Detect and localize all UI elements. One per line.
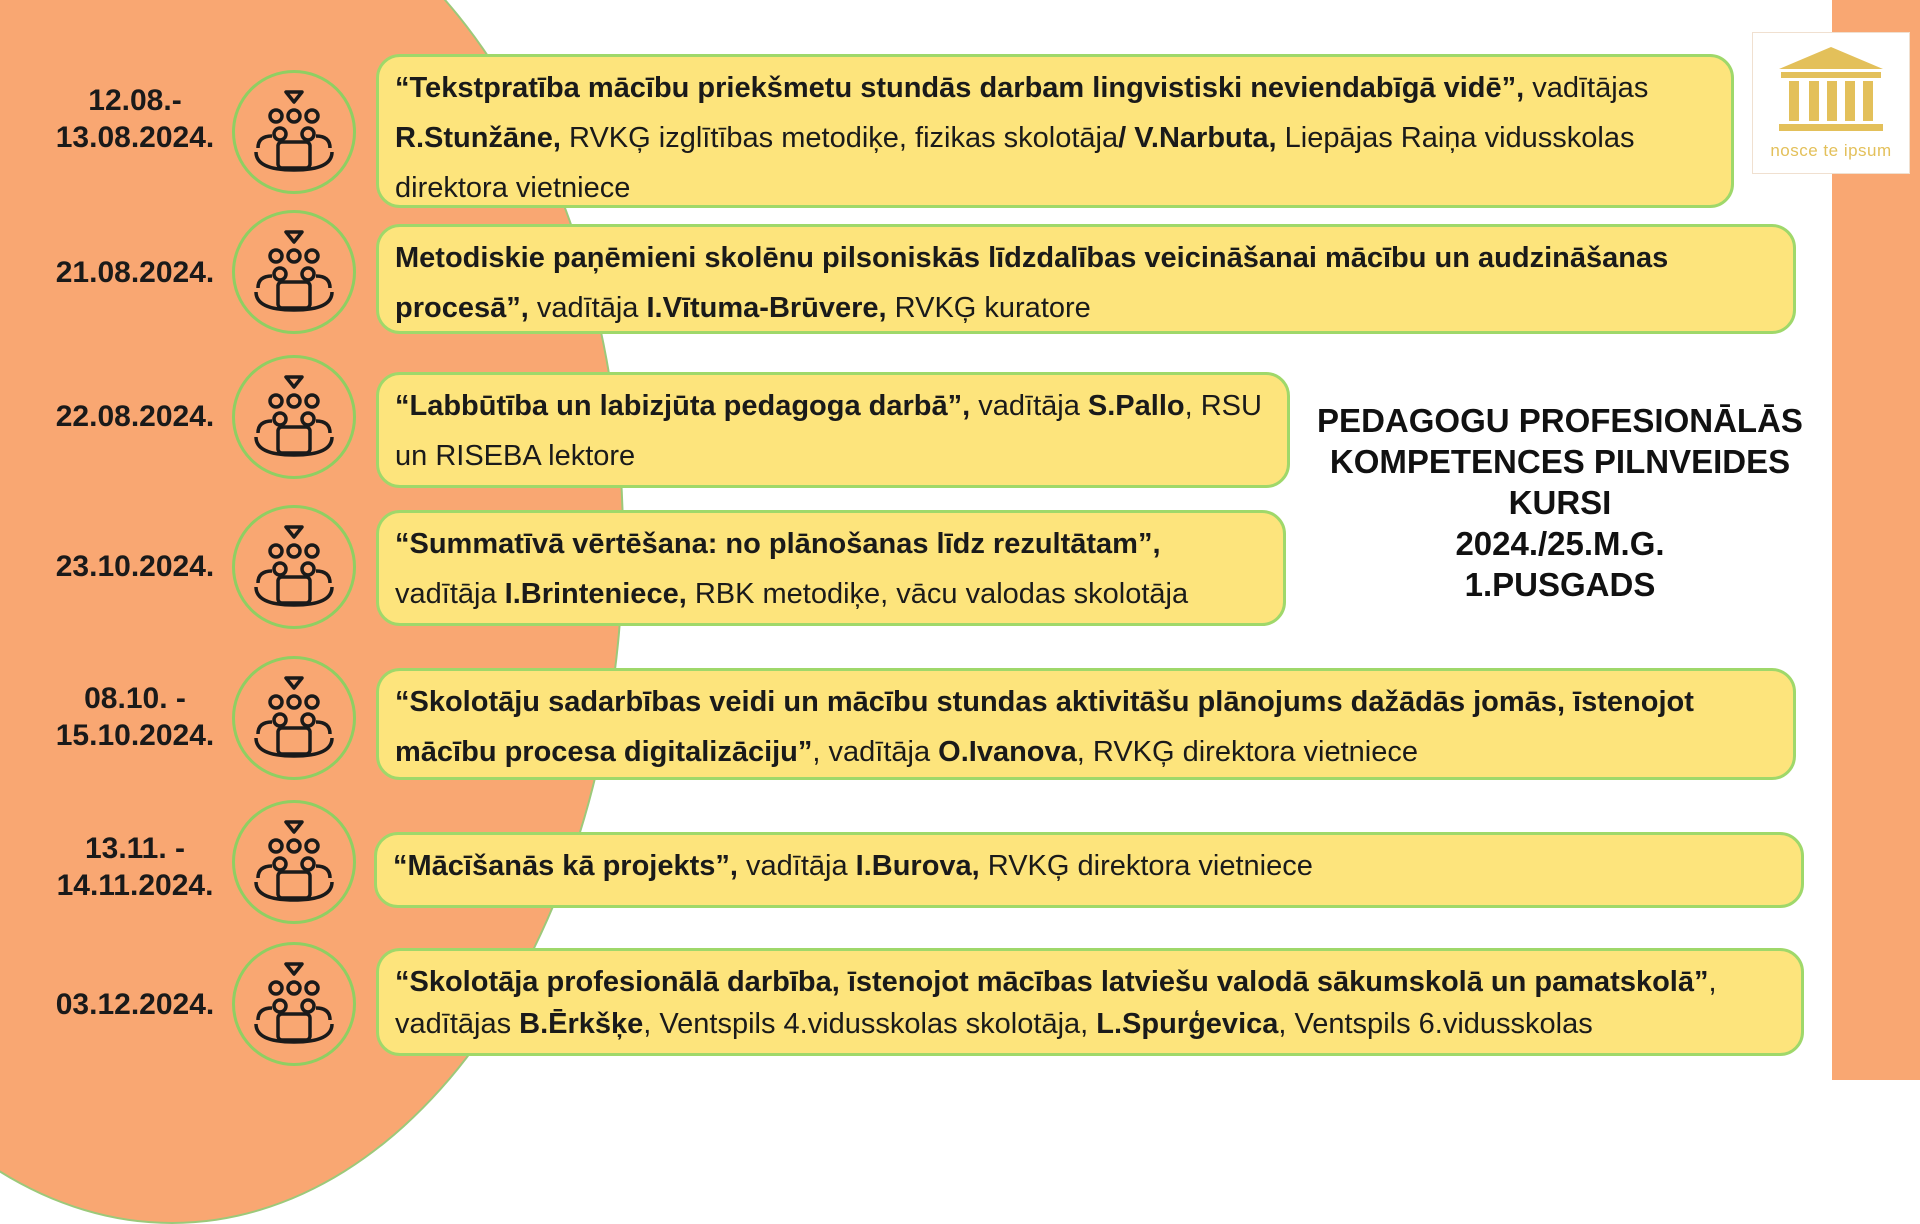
people-svg — [252, 228, 336, 316]
course-text: , vadītāja — [812, 736, 939, 768]
date-line: 23.10.2024. — [55, 550, 215, 583]
course-text-bold: I.Brinteniece, — [504, 578, 687, 610]
course-text: , Ventspils 6.vidusskolas — [1278, 1008, 1593, 1040]
course-card — [376, 372, 1290, 488]
date-line: 21.08.2024. — [55, 256, 215, 289]
course-text: Liepājas Raiņa vidusskolas direktora vietniece — [395, 122, 1635, 204]
course-text-bold: L.Spurģevica — [1096, 1008, 1279, 1040]
date-line: 13.11. - — [84, 832, 186, 865]
group-people-icon — [232, 505, 356, 629]
course-text: , vadītājas — [395, 966, 1717, 1040]
course-text-bold: “Summatīvā vērtēšana: no plānošanas līdz rezultātam”, — [395, 528, 1161, 560]
course-text: RBK metodiķe, vācu valodas skolotāja — [686, 578, 1189, 610]
title-line: 1.PUSGADS — [1464, 566, 1656, 603]
course-text: vadītāja — [737, 850, 856, 882]
date-line: 08.10. - — [84, 682, 186, 715]
group-people-icon — [232, 355, 356, 479]
course-date — [30, 986, 240, 1023]
course-text: vadītāja — [970, 390, 1088, 422]
course-text: , RSU un RISEBA lektore — [395, 390, 1262, 472]
course-text: RVKĢ izglītības metodiķe, fizikas skolotāja — [560, 122, 1119, 154]
logo-motto: nosce te ipsum — [1770, 141, 1892, 160]
date-line: 12.08.- — [88, 84, 182, 117]
title-line: KURSI — [1508, 484, 1612, 521]
course-card — [376, 668, 1796, 780]
course-text-bold: “Skolotāju sadarbības veidi un mācību stundas aktivitāšu plānojums dažādās jomās, īstenojot mācību procesa digitalizāciju” — [395, 686, 1694, 768]
temple-icon — [1771, 43, 1891, 135]
course-text-bold: I.Burova, — [855, 850, 980, 882]
group-people-icon — [232, 70, 356, 194]
course-text-bold: I.Vītuma-Brūvere, — [646, 292, 887, 324]
course-date — [30, 830, 240, 904]
course-text-bold: Metodiskie paņēmieni skolēnu pilsoniskās līdzdalības veicināšanai mācību un audzināšanas procesā”, — [395, 242, 1669, 324]
course-text: vadītājas — [1524, 72, 1649, 104]
course-text-bold: S.Pallo — [1087, 390, 1185, 422]
people-svg — [252, 88, 336, 176]
people-svg — [252, 373, 336, 461]
course-text-bold: “Labbūtība un labizjūta pedagoga darbā”, — [395, 390, 971, 422]
course-text-bold: “Tekstpratība mācību priekšmetu stundās darbam lingvistiski neviendabīgā vidē”, — [395, 72, 1525, 104]
course-card — [376, 54, 1734, 208]
course-text: , Ventspils 4.vidusskolas skolotāja, — [643, 1008, 1097, 1040]
people-svg — [252, 523, 336, 611]
group-people-icon — [232, 656, 356, 780]
course-card — [376, 948, 1804, 1056]
course-text: vadītāja — [395, 578, 505, 610]
date-line: 13.08.2024. — [55, 121, 215, 154]
title-line: 2024./25.M.G. — [1455, 525, 1665, 562]
course-date — [30, 398, 240, 435]
date-line: 14.11.2024. — [56, 869, 214, 902]
course-text-bold: “Skolotāja profesionālā darbība, īstenojot mācības latviešu valodā sākumskolā un pamatskolā” — [395, 966, 1709, 998]
title-line: PEDAGOGU PROFESIONĀLĀS — [1317, 402, 1803, 439]
course-date — [30, 82, 240, 156]
date-line: 03.12.2024. — [55, 988, 215, 1021]
course-card — [376, 510, 1286, 626]
date-line: 15.10.2024. — [55, 719, 215, 752]
people-svg — [252, 674, 336, 762]
course-text-bold: O.Ivanova — [938, 736, 1077, 768]
course-text: , RVKĢ direktora vietniece — [1076, 736, 1418, 768]
group-people-icon — [232, 210, 356, 334]
date-line: 22.08.2024. — [55, 400, 215, 433]
course-text: vadītāja — [528, 292, 647, 324]
group-people-icon — [232, 942, 356, 1066]
course-text: RVKĢ direktora vietniece — [979, 850, 1313, 882]
course-card — [376, 224, 1796, 334]
course-date — [30, 680, 240, 754]
course-date — [30, 548, 240, 585]
course-text-bold: R.Stunžāne, — [395, 122, 561, 154]
course-text-bold: “Mācīšanās kā projekts”, — [393, 850, 738, 882]
course-text-bold: / V.Narbuta, — [1118, 122, 1277, 154]
title-line: KOMPETENCES PILNVEIDES — [1329, 443, 1791, 480]
group-people-icon — [232, 800, 356, 924]
people-svg — [252, 818, 336, 906]
course-text: RVKĢ kuratore — [886, 292, 1091, 324]
school-logo — [1752, 32, 1910, 174]
course-text-bold: B.Ērkšķe — [519, 1008, 644, 1040]
page-title — [1290, 400, 1830, 605]
people-svg — [252, 960, 336, 1048]
course-date — [30, 254, 240, 291]
course-card — [374, 832, 1804, 908]
